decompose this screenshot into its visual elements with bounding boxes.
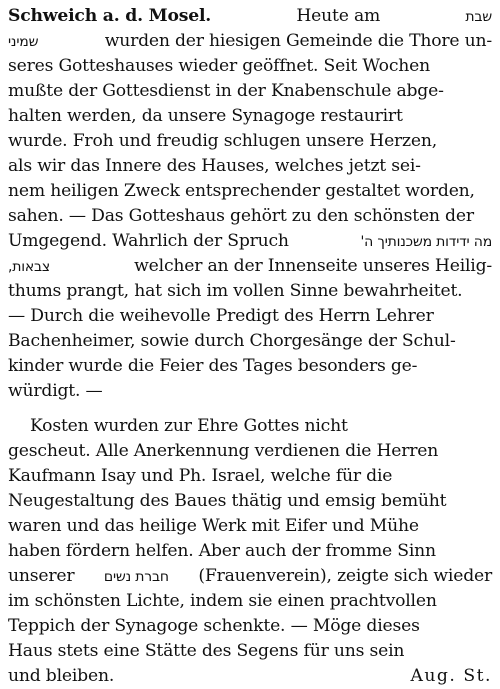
line-text: Bachenheimer, sowie durch Chorgesänge der Schul- [8, 331, 456, 351]
article-line-25 [8, 614, 492, 639]
article-line-24 [8, 589, 492, 614]
hebrew-text: חברת נשים [103, 569, 169, 585]
line-text: Kaufmann Isay und Ph. Israel, welche für die [8, 466, 393, 486]
line-text: wurde. Froh und freudig schlugen unsere Herzen, [8, 131, 438, 151]
article-line-7 [8, 154, 492, 179]
line-text: halten werden, da unsere Synagoge restaurirt [8, 106, 403, 126]
line-text: gescheut. Alle Anerkennung verdienen die Herren [8, 441, 439, 461]
article-line-8 [8, 179, 492, 204]
line-text: unserer [8, 566, 75, 586]
line-text: Umgegend. Wahrlich der Spruch [8, 231, 289, 251]
article-line-9 [8, 204, 492, 229]
article-line-15 [8, 354, 492, 379]
article-line-4 [8, 79, 492, 104]
paragraph-gap [8, 404, 492, 414]
line-text: und bleiben. [8, 666, 115, 686]
line-text: waren und das heilige Werk mit Eifer und Mühe [8, 516, 419, 536]
hebrew-text: צבאות, [8, 259, 51, 275]
line-text: Teppich der Synagoge schenkte. — Möge dieses [8, 616, 420, 636]
article-line-27 [8, 664, 492, 689]
line-text: Heute am [296, 6, 381, 26]
line-text: im schönsten Lichte, indem sie einen prachtvollen [8, 591, 437, 611]
article-line-21 [8, 514, 492, 539]
article-line-6 [8, 129, 492, 154]
article-line-5 [8, 104, 492, 129]
line-text: (Frauenverein), zeigte sich wieder [198, 566, 492, 586]
line-text: kinder wurde die Feier des Tages besonders ge- [8, 356, 418, 376]
line-text: thums prangt, hat sich im vollen Sinne bewahrheitet. [8, 281, 463, 301]
article-line-26 [8, 639, 492, 664]
hebrew-text: שמיני [8, 34, 39, 50]
article-line-14 [8, 329, 492, 354]
line-text: würdigt. — [8, 381, 103, 401]
line-text: als wir das Innere des Hauses, welches jetzt sei- [8, 156, 421, 176]
line-text: Neugestaltung des Baues thätig und emsig bemüht [8, 491, 447, 511]
article-line-2 [8, 29, 492, 54]
line-text: mußte der Gottesdienst in der Knabenschule abge- [8, 81, 444, 101]
article-heading: Schweich a. d. Mosel. [8, 6, 212, 26]
article-line-23 [8, 564, 492, 589]
line-text: welcher an der Innenseite unseres Heilig- [134, 256, 492, 276]
line-text: sahen. — Das Gotteshaus gehört zu den schönsten der [8, 206, 474, 226]
article-line-17 [8, 414, 492, 439]
article-line-19 [8, 464, 492, 489]
article-line-20 [8, 489, 492, 514]
article-line-1 [8, 4, 492, 29]
article-line-13 [8, 304, 492, 329]
hebrew-text: שבת [465, 9, 492, 25]
article-line-18 [8, 439, 492, 464]
article-line-12 [8, 279, 492, 304]
hebrew-text: מה ידידות משכנותיך ה' [360, 234, 492, 250]
line-text: Haus stets eine Stätte des Segens für uns sein [8, 641, 405, 661]
article-line-10 [8, 229, 492, 254]
article-line-3 [8, 54, 492, 79]
article-line-22 [8, 539, 492, 564]
line-text: wurden der hiesigen Gemeinde die Thore un- [104, 31, 492, 51]
line-text: — Durch die weihevolle Predigt des Herrn Lehrer [8, 306, 434, 326]
line-text: haben fördern helfen. Aber auch der fromme Sinn [8, 541, 436, 561]
line-text: seres Gotteshauses wieder geöffnet. Seit Wochen [8, 56, 430, 76]
line-text: Kosten wurden zur Ehre Gottes nicht [30, 416, 348, 436]
line-text: nem heiligen Zweck entsprechender gestaltet worden, [8, 181, 475, 201]
article-line-16 [8, 379, 492, 404]
author-signature: Aug. St. [410, 666, 492, 686]
article-line-11 [8, 254, 492, 279]
